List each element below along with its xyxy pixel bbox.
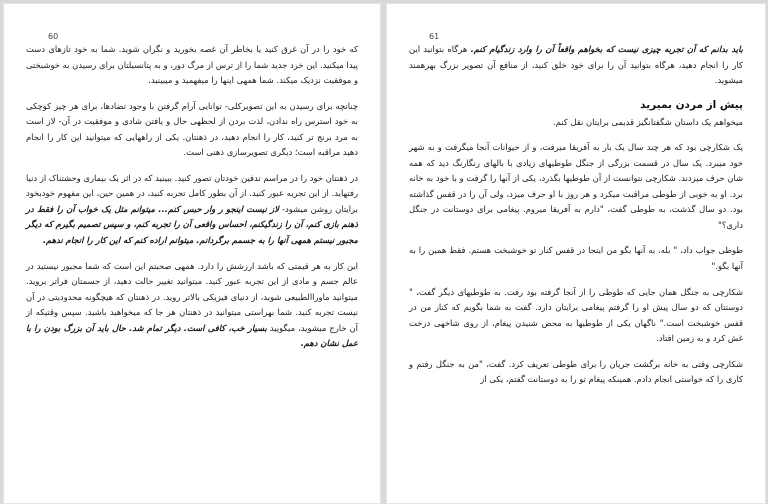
- paragraph: [26, 259, 358, 352]
- paragraph-text: هرگاه بتوانید این کار را انجام دهید، هرگاه بتوانید آن را برای خود خلق کنید، از منافع آن تصویر بزرگ بهرهمند میشوید.: [409, 44, 743, 86]
- section-heading: پیش از مردن بمیرید: [640, 98, 743, 111]
- paragraph: شکارچی به جنگل همان جایی که طوطی را از آنجا گرفته بود رفت. به طوطیهای دیگر گفت، " دوستتان که دو سال پیش او را گرفتم پیغامی برایتان دارد. گفت به شما بگویم که کنار من در قفس خوشبخت است." ناگهان یکی از طوطیها به محض شنیدن پیغام، از روی شاخهی درخت غش کرد و به زمین افتاد.: [409, 286, 743, 344]
- paragraph: که خود را در آن غرق کنید یا بخاطر آن غصه بخورید و نگران شوید. شما به خود تازهای دست پیدا میکنید. این خرد جدید شما را از ترس از مرگ دور، و به پتانسیلتان برای رسیدن به خوشبختی و موفقیت نزدیک میکند. شما همهی اینها را میفهمید و میبینید.: [26, 44, 358, 86]
- page-number: 61: [429, 32, 440, 41]
- paragraph-text: این کار به هر قیمتی که باشد ارزشش را دارد. همهی صحبتم این است که شما مجبور نیستید در عالم جسم و مادی از این تجربه عبور کنید. میتوانید تغییر حالت دهید، از جسمتان فراتر بروید. میتوانید ماوراالطبیعی شوید، از دنیای فیزیکی بالاتر روید. در ذهنتان که هیچگونه محدودیتی در آن نیست تجربه کنید. شما بهراستی میتوانید در ذهنتان هر جا که میخواهید باشید. سپس وقتیکه از آن خارج میشوید، میگویید: [26, 260, 359, 333]
- italic-quote: بسیار خب، کافی است. دیگر تمام شد. حال باید آن بزرگ بودن را با عمل نشان دهم.: [26, 322, 358, 349]
- paragraph-text: در ذهنتان خود را در مراسم تدفین خودتان تصور کنید. ببینید که در اثر یک بیماری وحشتناک از دنیا رفتهاید. از این تجربه عبور کنید. از آن بطور کامل تجربه کنید، در همین حین، این مفهوم خودبخود برایتان روشن میشود-: [26, 172, 358, 214]
- italic-quote: لاز نیست اینجو ر وار حبس کنم... میتوانم مثل یک خواب آن را فقط در ذهنم بازی کنم، آن را زندگیکنم، احساس واقعی آن را تجربه کنم، و سپس تصمیم بگیرم که دیگر مجبور نیستم همهی آنها را به جسمم برگردانم. میتوانم اراده کنم که این کار را انجام ندهم.: [26, 203, 358, 246]
- left-page-text: [26, 26, 358, 362]
- page-number: 60: [48, 32, 59, 41]
- paragraph: یک شکارچی بود که هر چند سال یک بار به آفریقا میرفت، و از حیوانات آنجا میگرفت و به شهر خود میبرد. یک سال در قسمت بزرگی از جنگل طوطیهای زیادی با بالهای رنگارنگ دید که همه شان حرف میزدند. شکارچی نتوانست از آن طوطیها بگذرد، یکی از آنها را گرفت و با خود به خانه برد. او به خوبی از طوطی مراقبت میکرد و هر روز با او حرف میزد، ولی آن را در قفس گذاشته بود. دو سال گذشت، به طوطی گفت، "دارم به آفریقا میروم. پیغامی برای دوستانت در جنگل داری؟": [409, 142, 743, 230]
- paragraph: شکارچی وقتی به خانه برگشت جریان را برای طوطی تعریف کرد. گفت، "من به جنگل رفتم و کاری را که خواستی انجام دادم. همینکه پیغام تو را به دوستانت گفتم، یکی از: [409, 358, 743, 385]
- paragraph: طوطی جواب داد، " بله. به آنها بگو من اینجا در قفس کنار تو خوشبخت هستم. فقط همین را به آنها بگو.": [409, 245, 743, 272]
- paragraph: چنانچه برای رسیدن به این تصویرکلی- توانایی آرام گرفتن با وجود تضادها، برای هر چیز کوچکی به خود استرس راه ندادن، لذت بردن از لحظهی حال و یافتن شادی و موفقیت در آن- لاز است به مرد برنج تر کنید، کار را انجام دهید، در ذهنتان. یکی از راههایی که میتوانید این کار را انجام دهید مراقبه است؛ دیگری تصویرسازی ذهنی است.: [26, 100, 358, 158]
- right-page-text: [409, 26, 743, 398]
- right-page: [386, 3, 766, 504]
- paragraph: [409, 42, 743, 89]
- left-page: [3, 3, 381, 504]
- paragraph: [26, 171, 358, 249]
- paragraph: میخواهم یک داستان شگفتانگیز قدیمی برایتان نقل کنم.: [553, 116, 743, 127]
- italic-quote: باید بدانم که آن تجربه چیزی نیست که بخواهم واقعاً آن را وارد زندگیام کنم.: [470, 44, 743, 54]
